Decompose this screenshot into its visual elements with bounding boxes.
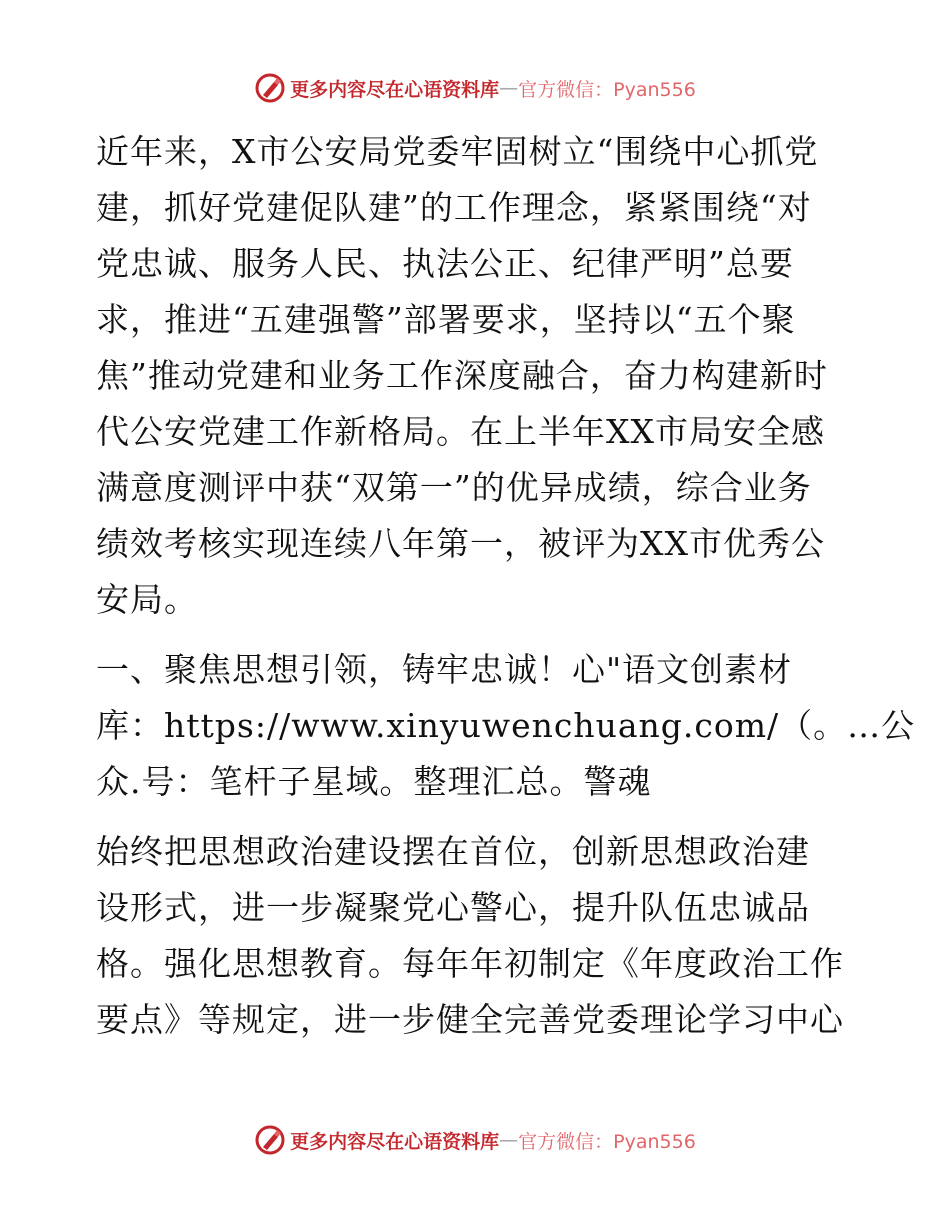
pen-circle-logo-icon	[254, 72, 286, 104]
header-banner	[0, 68, 950, 108]
text-line: 一、聚焦思想引领，铸牢忠诚！心"语文创素材	[96, 650, 793, 689]
text-line: 代公安党建工作新格局。在上半年XX市局安全感	[96, 412, 825, 451]
banner-wechat: 官方微信：Pyan556	[518, 78, 696, 101]
text-line: 设形式，进一步凝聚党心警心，提升队伍忠诚品	[96, 888, 810, 927]
text-line: 格。强化思想教育。每年年初制定《年度政治工作	[96, 944, 844, 983]
document-body	[96, 124, 916, 1048]
text-line: 库：https://www.xinyuwenchuang.com/（。…公	[96, 706, 916, 745]
paragraph-section-heading	[96, 642, 916, 810]
text-line: 近年来，X市公安局党委牢固树立“围绕中心抓党	[96, 132, 819, 171]
text-line: 满意度测评中获“双第一”的优异成绩，综合业务	[96, 468, 812, 507]
pen-circle-logo-icon	[254, 1124, 286, 1156]
paragraph-body	[96, 824, 856, 1048]
banner-text: 更多内容尽在心语资料库	[290, 78, 500, 101]
text-line: 建，抓好党建促队建”的工作理念，紧紧围绕“对	[96, 188, 812, 227]
footer-banner	[0, 1120, 950, 1160]
banner-text: 更多内容尽在心语资料库	[290, 1130, 500, 1153]
text-line: 党忠诚、服务人民、执法公正、纪律严明”总要	[96, 244, 794, 283]
paragraph-intro	[96, 124, 856, 628]
text-line: 众.号：笔杆子星域。整理汇总。警魂	[96, 762, 652, 801]
text-line: 安局。	[96, 580, 198, 619]
banner-wechat: 官方微信：Pyan556	[518, 1130, 696, 1153]
banner-separator: —	[499, 1129, 519, 1151]
banner-separator: —	[499, 77, 519, 99]
text-line: 求，推进“五建强警”部署要求，坚持以“五个聚	[96, 300, 796, 339]
text-line: 绩效考核实现连续八年第一，被评为XX市优秀公	[96, 524, 825, 563]
text-line: 要点》等规定，进一步健全完善党委理论学习中心	[96, 1000, 844, 1039]
text-line: 始终把思想政治建设摆在首位，创新思想政治建	[96, 832, 810, 871]
text-line: 焦”推动党建和业务工作深度融合，奋力构建新时	[96, 356, 828, 395]
